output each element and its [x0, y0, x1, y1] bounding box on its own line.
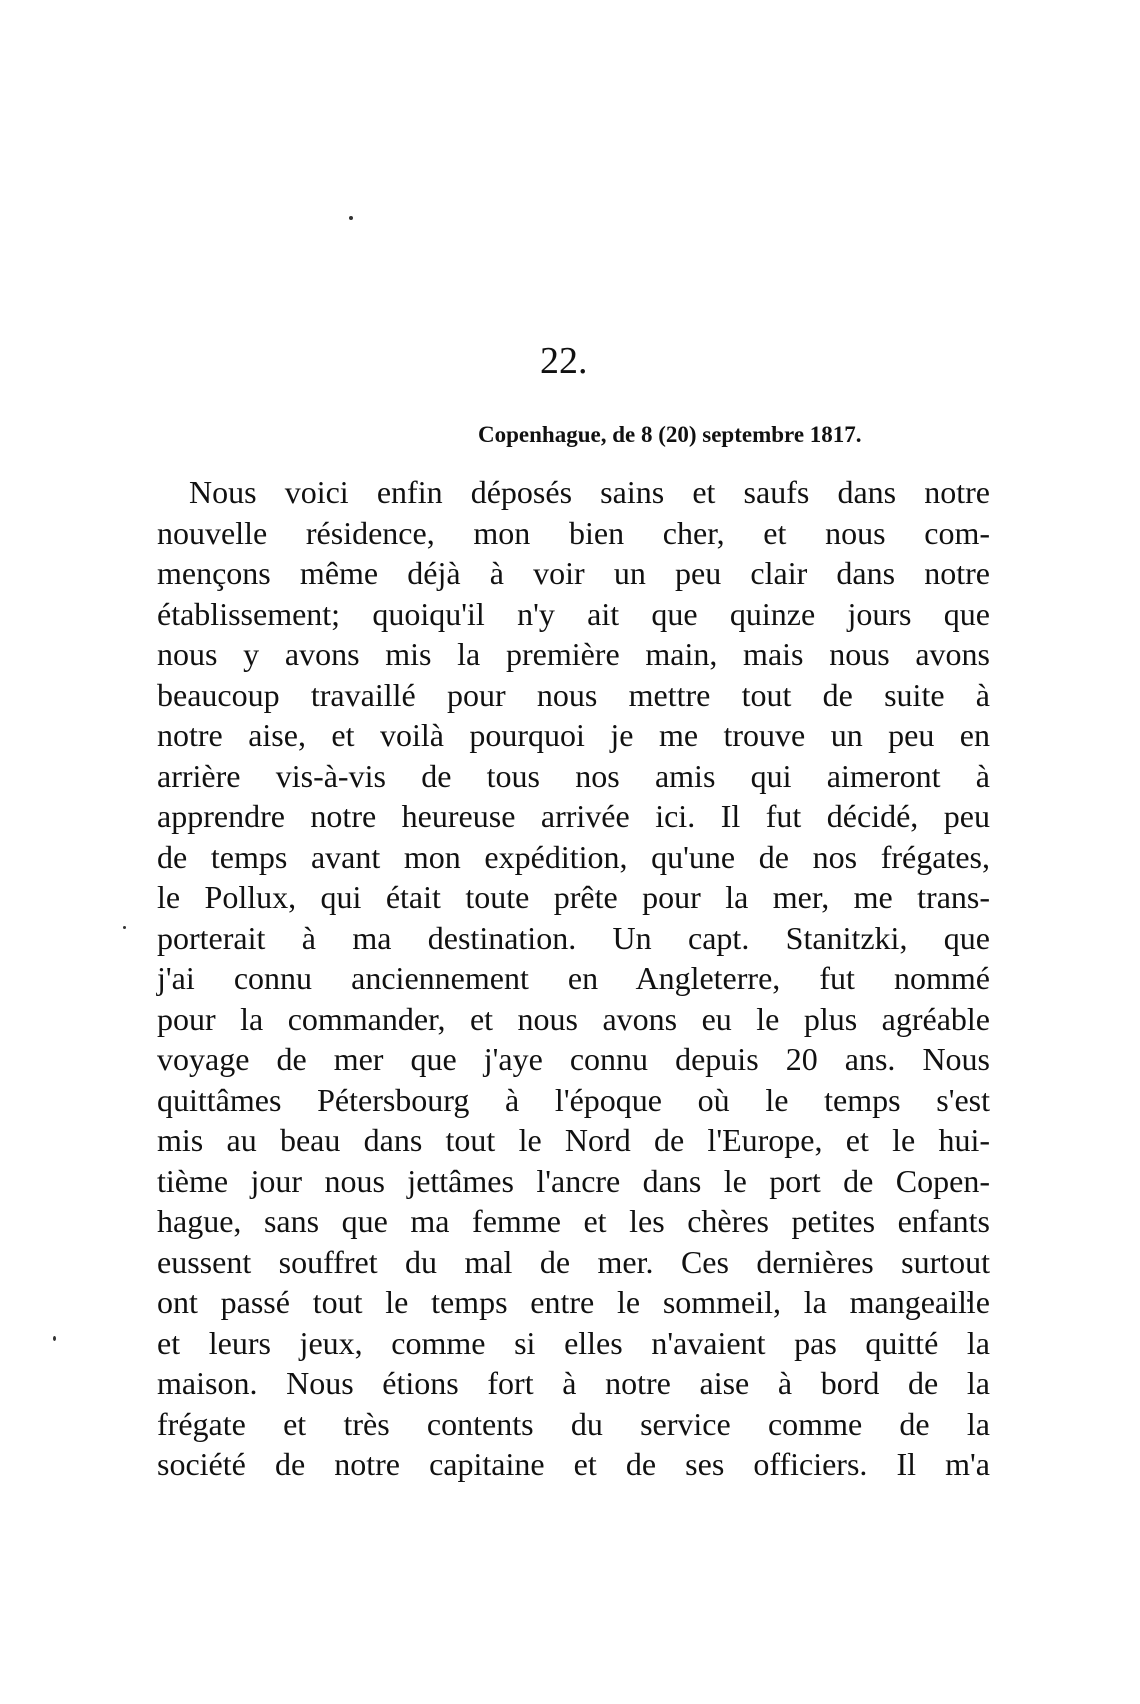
text-line: tième jour nous jettâmes l'ancre dans le port de Copen- [157, 1162, 990, 1199]
text-line: pour la commander, et nous avons eu le plus agréable [157, 1000, 990, 1037]
text-line: quittâmes Pétersbourg à l'époque où le temps s'est [157, 1081, 990, 1118]
text-line: nouvelle résidence, mon bien cher, et nous com- [157, 514, 990, 551]
text-line: beaucoup travaillé pour nous mettre tout de suite à [157, 676, 990, 713]
text-line: apprendre notre heureuse arrivée ici. Il fut décidé, peu [157, 798, 990, 834]
text-line: de temps avant mon expédition, qu'une de nos frégates, [157, 838, 990, 875]
letter-place-date: Copenhague, de 8 (20) septembre 1817. [478, 422, 862, 447]
text-line: société de notre capitaine et de ses officiers. Il m'a [157, 1446, 990, 1482]
text-line: j'ai connu anciennement en Angleterre, fut nommé [157, 960, 990, 996]
text-line: voyage de mer que j'aye connu depuis 20 ans. Nous [157, 1041, 990, 1077]
text-line: porterait à ma destination. Un capt. Stanitzki, que [157, 919, 990, 956]
text-line: hague, sans que ma femme et les chères petites enfants [157, 1203, 990, 1239]
text-line: frégate et très contents du service comme de la [157, 1405, 990, 1442]
text-line: et leurs jeux, comme si elles n'avaient pas quitté la [157, 1324, 990, 1361]
print-speck [53, 1336, 56, 1341]
letter-body [157, 472, 990, 1485]
print-speck [349, 216, 353, 220]
text-line: eussent souffret du mal de mer. Ces dernières surtout [157, 1243, 990, 1280]
text-line: établissement; quoiqu'il n'y ait que quinze jours que [157, 595, 990, 632]
text-line: maison. Nous étions fort à notre aise à bord de la [157, 1365, 990, 1401]
letter-number: 22. [540, 340, 588, 382]
text-line: ont passé tout le temps entre le sommeil, la mangeaille [157, 1284, 990, 1320]
text-line: Nous voici enfin déposés sains et saufs dans notre [189, 474, 990, 510]
print-speck [123, 926, 126, 929]
text-line: arrière vis-à-vis de tous nos amis qui aimeront à [157, 757, 990, 794]
text-line: mençons même déjà à voir un peu clair dans notre [157, 555, 990, 591]
text-line: notre aise, et voilà pourquoi je me trouve un peu en [157, 717, 990, 753]
text-line: mis au beau dans tout le Nord de l'Europe, et le hui- [157, 1122, 990, 1158]
text-line: nous y avons mis la première main, mais nous avons [157, 636, 990, 672]
text-line: le Pollux, qui était toute prête pour la mer, me trans- [157, 879, 990, 915]
